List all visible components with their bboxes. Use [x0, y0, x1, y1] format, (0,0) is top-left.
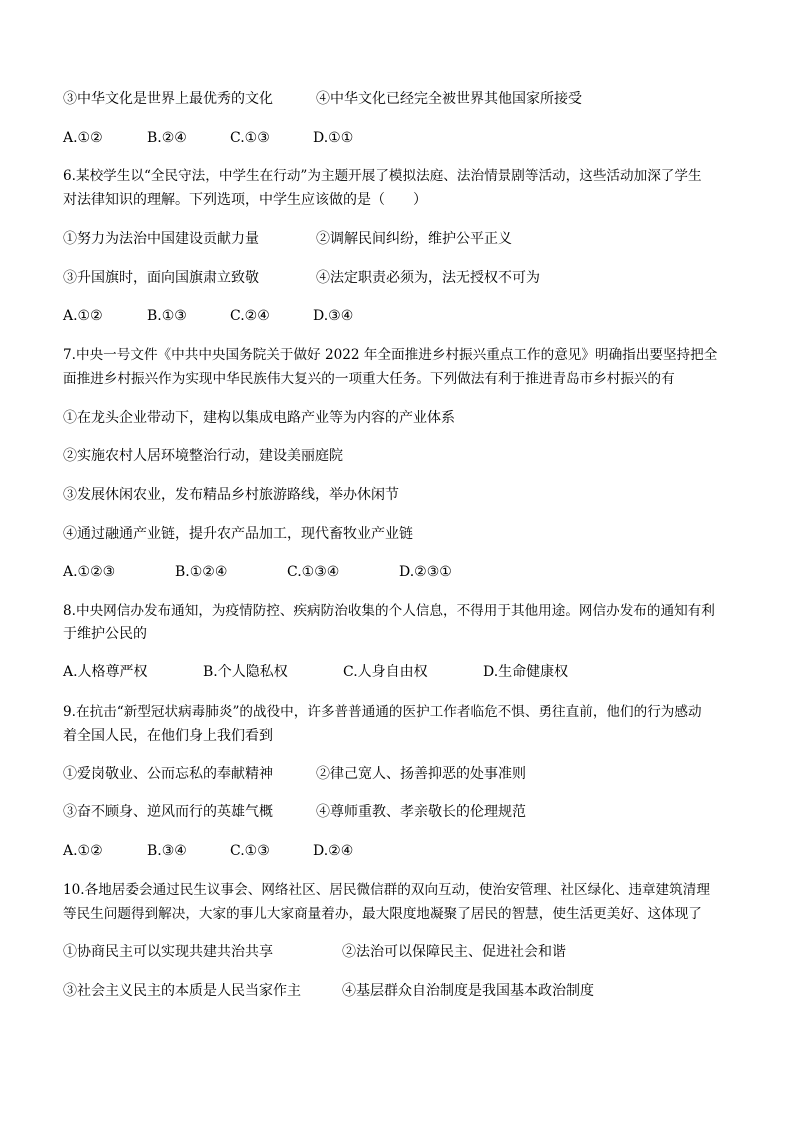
q5-answer-a: A.①② — [63, 130, 103, 146]
q5-answer-c: C.①③ — [230, 130, 270, 146]
q10-option-4: ④基层群众自治制度是我国基本政治制度 — [342, 983, 594, 999]
q10-option-1: ①协商民主可以实现共建共治共享 — [63, 944, 273, 960]
q6-option-3: ③升国旗时，面向国旗肃立致敬 — [63, 270, 259, 286]
q9-option-2: ②律己宽人、扬善抑恶的处事准则 — [316, 766, 526, 782]
q7-option-1: ①在龙头企业带动下，建构以集成电路产业等为内容的产业体系 — [63, 410, 455, 426]
q10-stem-line1: 10.各地居委会通过民生议事会、网络社区、居民微信群的双向互动，使治安管理、社区绿化、违章建筑清理 — [63, 882, 710, 898]
q6-option-2: ②调解民间纠纷，维护公平正义 — [316, 231, 512, 247]
q8-stem-line2: 于维护公民的 — [63, 626, 147, 642]
q9-option-1: ①爱岗敬业、公而忘私的奉献精神 — [63, 766, 273, 782]
q6-stem-line1: 6.某校学生以“全民守法，中学生在行动”为主题开展了模拟法庭、法治情景剧等活动，这些活动加深了学生 — [63, 168, 702, 184]
q8-stem-line1: 8.中央网信办发布通知，为疫情防控、疾病防治收集的个人信息，不得用于其他用途。网信办发布的通知有利 — [63, 603, 715, 619]
q7-stem-line1: 7.中央一号文件《中共中央国务院关于做好 2022 年全面推进乡村振兴重点工作的意见》明确指出要坚持把全 — [63, 347, 718, 363]
q6-option-4: ④法定职责必须为，法无授权不可为 — [316, 270, 540, 286]
q8-answer-a: A.人格尊严权 — [63, 664, 148, 680]
q9-stem-line2: 着全国人民，在他们身上我们看到 — [63, 728, 273, 744]
q9-answer-d: D.②④ — [313, 843, 354, 859]
q9-answer-b: B.③④ — [147, 843, 187, 859]
q6-stem-line2: 对法律知识的理解。下列选项，中学生应该做的是（ ） — [63, 192, 427, 208]
q7-option-4: ④通过融通产业链，提升农产品加工，现代畜牧业产业链 — [63, 526, 413, 542]
q7-stem-line2: 面推进乡村振兴作为实现中华民族伟大复兴的一项重大任务。下列做法有利于推进青岛市乡村振兴的有 — [63, 371, 675, 387]
q9-option-4: ④尊师重教、孝亲敬长的伦理规范 — [316, 804, 526, 820]
q7-option-3: ③发展休闲农业，发布精品乡村旅游路线，举办休闲节 — [63, 487, 399, 503]
q7-answer-a: A.①②③ — [63, 564, 116, 580]
q5-answer-b: B.②④ — [147, 130, 187, 146]
q5-option-3: ③中华文化是世界上最优秀的文化 — [63, 91, 273, 107]
q10-stem-line2: 等民生问题得到解决，大家的事儿大家商量着办，最大限度地凝聚了居民的智慧，使生活更美好、这体现了 — [63, 906, 702, 922]
q6-answer-c: C.②④ — [230, 308, 270, 324]
q7-answer-d: D.②③① — [399, 564, 452, 580]
q8-answer-b: B.个人隐私权 — [203, 664, 288, 680]
q7-answer-b: B.①②④ — [175, 564, 228, 580]
q8-answer-d: D.生命健康权 — [483, 664, 569, 680]
q9-answer-c: C.①③ — [230, 843, 270, 859]
q8-answer-c: C.人身自由权 — [343, 664, 428, 680]
q9-answer-a: A.①② — [63, 843, 103, 859]
q10-option-2: ②法治可以保障民主、促进社会和谐 — [342, 944, 566, 960]
q9-option-3: ③奋不顾身、逆风而行的英雄气概 — [63, 804, 273, 820]
q6-answer-b: B.①③ — [147, 308, 187, 324]
q9-stem-line1: 9.在抗击“新型冠状病毒肺炎”的战役中，许多普普通通的医护工作者临危不惧、勇往直前，他们的行为感动 — [63, 704, 702, 720]
q10-option-3: ③社会主义民主的本质是人民当家作主 — [63, 983, 301, 999]
q6-answer-d: D.③④ — [313, 308, 354, 324]
q6-answer-a: A.①② — [63, 308, 103, 324]
q7-option-2: ②实施农村人居环境整治行动，建设美丽庭院 — [63, 448, 343, 464]
q5-answer-d: D.①① — [313, 130, 354, 146]
q5-option-4: ④中华文化已经完全被世界其他国家所接受 — [316, 91, 582, 107]
q7-answer-c: C.①③④ — [287, 564, 340, 580]
q6-option-1: ①努力为法治中国建设贡献力量 — [63, 231, 259, 247]
